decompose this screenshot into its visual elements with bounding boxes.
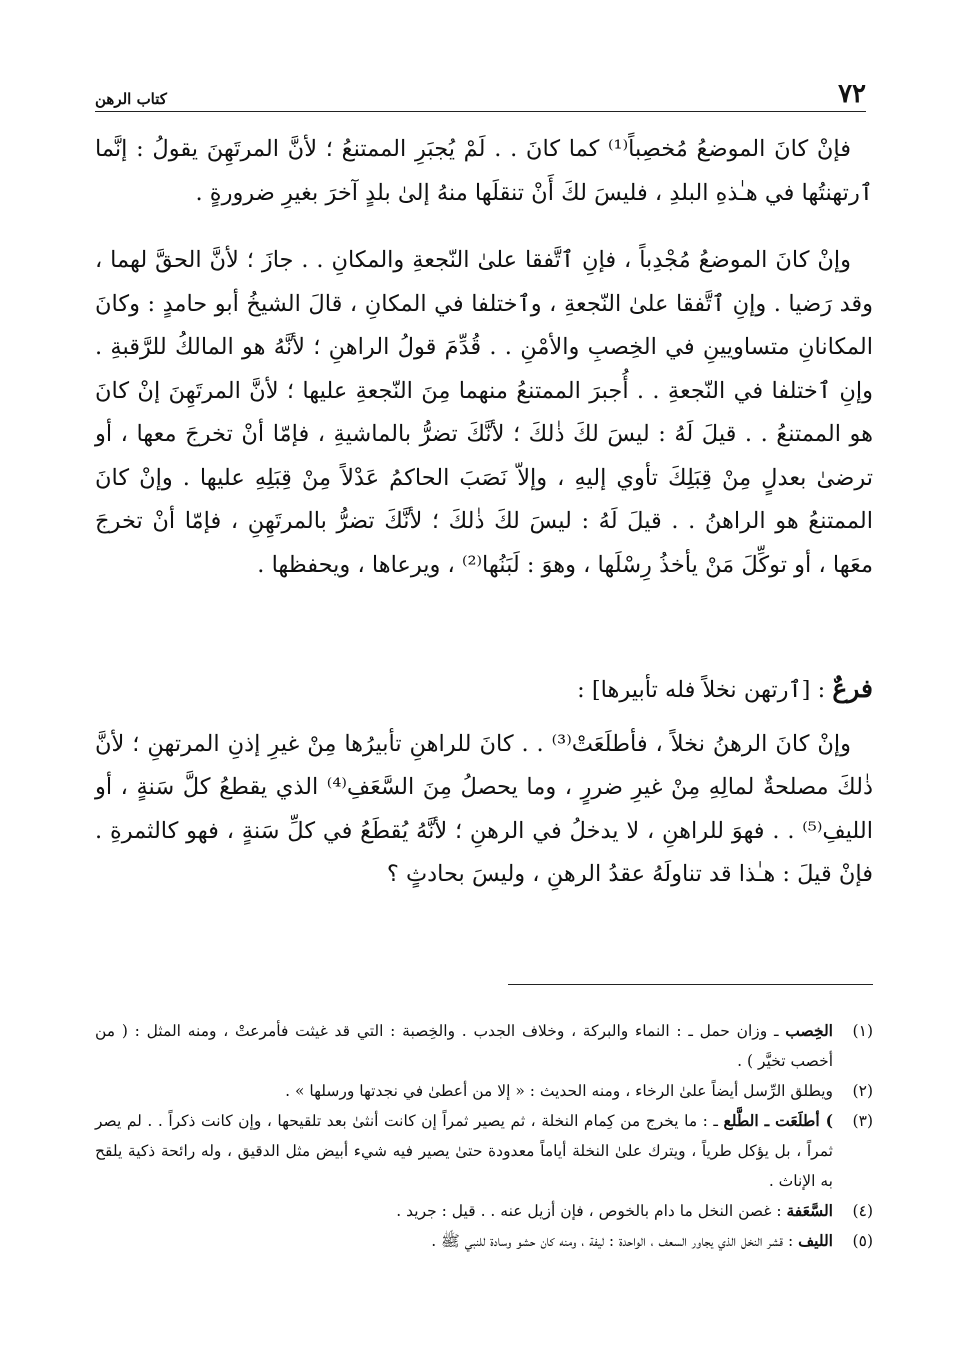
paragraph-2: وإنْ كانَ الموضعُ مُجْدِباً ، فإنِ ٱتَّفقا علىٰ النّجعةِ والمكانِ . . جازَ ؛ لأنَّ الحقَّ لهما ، وقد رَضيا . وإنِ ٱتَّفقا علىٰ النّجعةِ ، وٱختلفا في المكانِ ، قالَ الشيخُ أبو حامدٍ : وكانَ المكانانِ متساويينِ في الخِصبِ والأمْنِ . . قُدِّمَ قولُ الراهنِ ؛ لأنَّهُ هو المالكُ للرَّقبةِ . وإنِ ٱختلفا في النّجعةِ . . أُجبرَ الممتنعُ منهما مِنَ النّجعةِ عليها ؛ لأنَّ المرتَهِنَ إنْ كانَ هو الممتنعُ . . قيلَ لَهُ : ليسَ لكَ ذٰلكَ ؛ لأنَّكَ تضرُّ بالماشيةِ ، فإمّا أنْ تخرجَ معها ، أو ترضىٰ بعدلٍ مِنْ قِبَلِكَ تأوي إليهِ ، وإلاّ نَصَبَ الحاكمُ عَدْلاً مِنْ قِبَلِهِ عليها . وإنْ كانَ الممتنعُ هو الراهنُ . . قيلَ لَهُ : ليسَ لكَ ذٰلكَ ؛ لأنَّكَ تضرُّ بالمرتَهِنِ ، فإمّا أنْ تخرجَ معَها ، أو توكِّلَ مَنْ يأخذُ رِسْلَها ، وهوَ : لَبَنُها⁽²⁾ ، ويرعاها ، ويحفظها . [95,247,873,578]
section-label: فرعٌ [832,674,873,703]
footnote-3 [95,1106,873,1196]
footnote-number: (٣) [852,1112,873,1130]
footnote-term: السَّعَفة [786,1201,833,1220]
footnote-number: (٤) [852,1202,873,1220]
paragraph-3: وإنْ كانَ الرهنُ نخلاً ، فأطلَعَتْ⁽³⁾ . . كانَ للراهنِ تأبيرُها مِنْ غيرِ إذنِ المرتهنِ ؛ لأنَّ ذٰلكَ مصلحةٌ لمالِهِ مِنْ غيرِ ضررٍ ، وما يحصلُ مِنَ السَّعَفِ⁽⁴⁾ الذي يقطعُ كلَّ سَنةٍ ، أو الليفِ⁽⁵⁾ . . فهوَ للراهنِ ، لا يدخلُ في الرهنِ ؛ لأنَّهُ يُقطَعُ في كلِّ سَنةٍ ، فهو كالثمرةِ . فإنْ قيلَ : هـٰذا قد تناولَهُ عقدُ الرهنِ ، وليسَ بحادثٍ ؟ [95,730,873,887]
footnote-4 [95,1196,873,1226]
footnote-5 [95,1226,873,1256]
footnote-text: : قشر النخل الذي يجاور السعف ، الواحدة : ليفة ، ومنه كان حشو وسادة للنبي ﷺ . [431,1232,799,1250]
footnote-number: (١) [852,1022,873,1040]
footnote-2 [95,1076,873,1106]
footnote-term: الخِصب [785,1021,833,1040]
footnote-term: ) أطلَعَت ـ الطَّلع [723,1111,833,1130]
footnote-text: ويطلق الرِّسل أيضاً علىٰ الرخاء ، ومنه الحديث : « إلا من أعطىٰ في نجدتها ورسلها » . [285,1082,833,1100]
section-title: : [ٱرتهن نخلاً فله تأبيرها] : [577,677,833,703]
footnote-number: (٢) [852,1082,873,1100]
footnote-divider [508,984,873,985]
footnote-1 [95,1016,873,1076]
paragraph-1: فإنْ كانَ الموضعُ مُخصِباً⁽¹⁾ كما كانَ . . لَمْ يُجبَرِ الممتنعُ ؛ لأنَّ المرتَهِنَ يقولُ : إنَّما ٱرتهنتُها في هـٰذهِ البلدِ ، فليسَ لكَ أَنْ تنقلَها منهُ إلىٰ بلدٍ آخرَ بغيرِ ضرورةٍ . [95,136,873,206]
footnote-text: : غصن النخل ما دام بالخوص ، فإن أزيل عنه . . قيل : جريد . [396,1202,787,1220]
main-text [95,128,873,897]
footnotes [95,1016,873,1256]
footnote-text: ـ وزان حمل ـ : النماء والبركة ، وخلاف الجدب . والخِصبة : التي قد غيثت فأمرعتْ ، ومنه المثل : ( من أخصب تخيَّر ) . [95,1022,833,1070]
page-header [95,78,866,112]
running-title: كتاب الرهن [95,90,167,108]
section-heading [95,667,873,713]
page-number: ٧٢ [838,79,866,109]
footnote-term: الليف [798,1231,833,1250]
footnote-text: ـ : ما يخرج من كِمام النخلة ، ثم يصير ثمراً إن كانت أنثىٰ بعد تلقيحها ، وإن كانت ذكراً . . لم يصر ثمراً ، بل يؤكل طرياً ، ويترك علىٰ النخلة أياماً معدودة حتىٰ يصير فيه شيء أبيض مثل الدقيق ، وله رائحة ذكية يلقح به الإناث . [95,1112,833,1190]
footnote-number: (٥) [852,1232,873,1250]
